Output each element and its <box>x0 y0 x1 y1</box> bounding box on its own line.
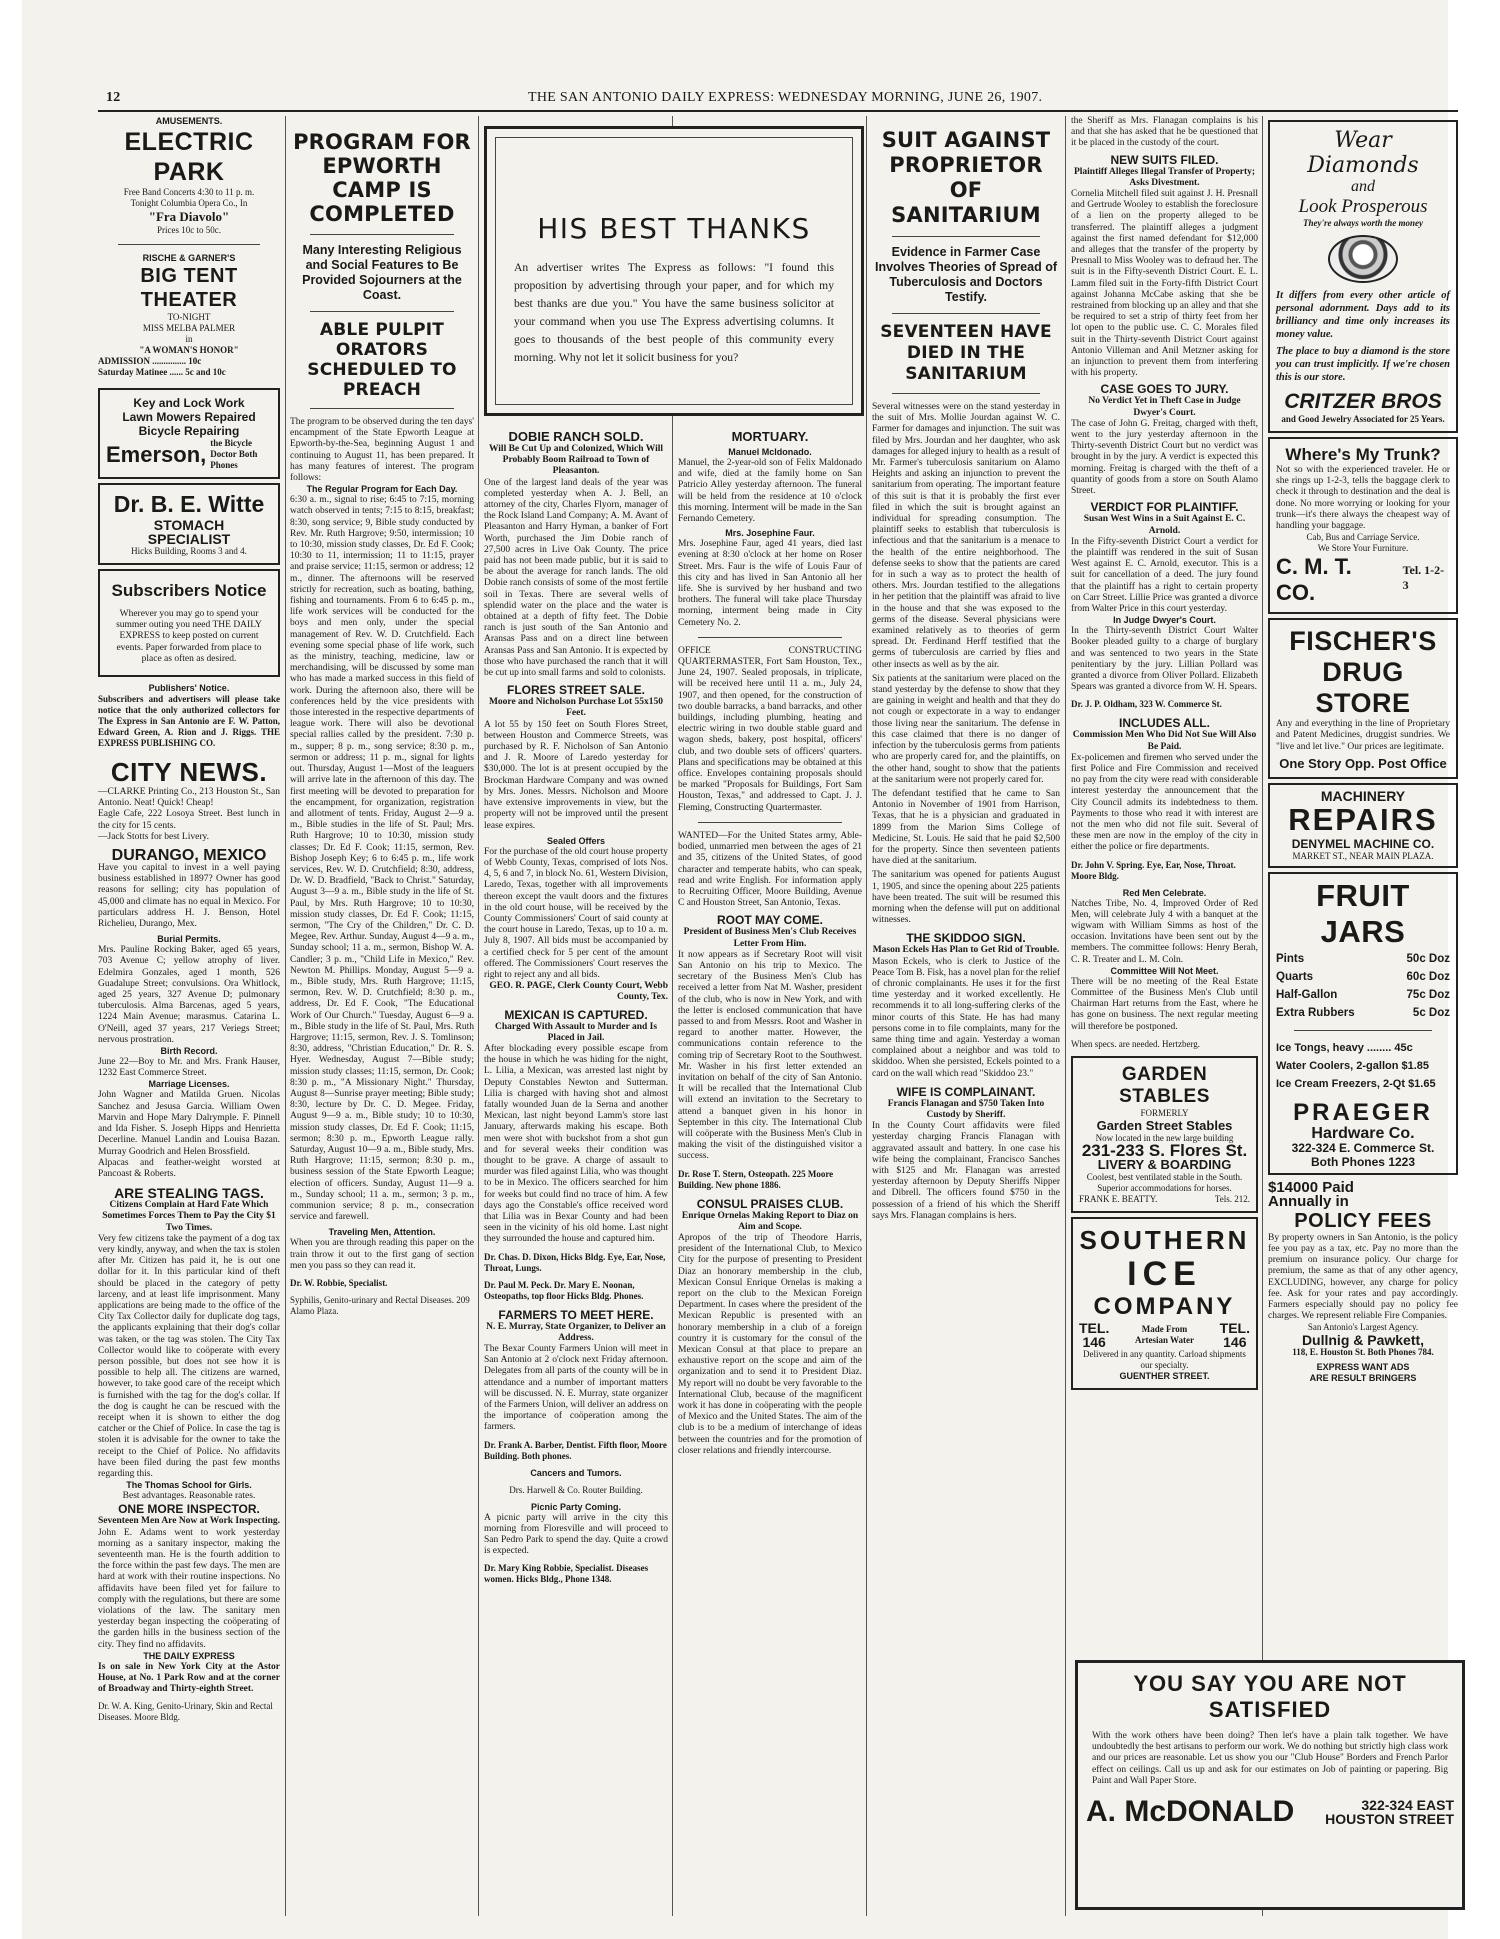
city-news-item: —Jack Stotts for best Livery. <box>98 831 209 842</box>
fruit-jars-title: FRUIT JARS <box>1316 877 1410 949</box>
garden-address: 231-233 S. Flores St. <box>1081 1140 1248 1160</box>
fischer-ad <box>1268 618 1458 779</box>
emerson-name: Emerson, <box>106 441 207 467</box>
trunk-store: We Store Your Furniture. <box>1317 543 1409 554</box>
water-coolers: Water Coolers, 2-gallon $1.85 <box>1276 1059 1430 1072</box>
divider <box>118 244 260 245</box>
cancers-heading: Cancers and Tumors. <box>530 1467 622 1478</box>
price-row <box>1274 986 1452 1004</box>
garden-stables-ad <box>1071 1056 1258 1213</box>
subscribers-notice <box>98 569 280 677</box>
obituary-name: Manuel Mcldonado. <box>728 447 812 457</box>
wear-diamonds: Wear Diamonds <box>1307 128 1419 178</box>
garden-stables-title: GARDEN STABLES <box>1119 1063 1210 1107</box>
skiddoo-heading: THE SKIDDOO SIGN. <box>906 931 1026 946</box>
dwyer-heading: In Judge Dwyer's Court. <box>1113 615 1216 626</box>
fischer-text: Any and everything in the line of Proprietary and Patent Medicines, druggist sundries. We "live and let live." Our prices are legitimate. <box>1276 719 1450 752</box>
divider <box>892 393 1040 394</box>
company-title: COMPANY <box>1093 1292 1236 1320</box>
price-row <box>1274 1004 1452 1022</box>
witte-ad <box>98 483 280 565</box>
epworth-subhead: Many Interesting Religious and Social Features to Be Provided Sojourners at the Coast. <box>302 243 462 302</box>
city-news-item: Eagle Cafe, 222 Losoya Street. Best lunch in the city for 15 cents. <box>98 809 280 831</box>
mcdonald-address-2: HOUSTON STREET <box>1325 1811 1454 1828</box>
admission: ADMISSION ............... 10c <box>98 356 202 366</box>
verdict-heading: VERDICT FOR PLAINTIFF. <box>1090 500 1239 515</box>
fischer-location: One Story Opp. Post Office <box>1279 755 1447 771</box>
southern-ice-title: SOUTHERN <box>1079 1224 1250 1255</box>
farmers-text: The Bexar County Farmers Union will meet in San Antonio at 2 o'clock next Friday afternoon. Delegates from all parts of the county will be in attendance and a number of important matters will be discussed. N. E. Murray, state organizer of the Farmers Union, will deliver an address on the importance of coöperation among the farmers. <box>484 1344 668 1433</box>
redmen-text: Natches Tribe, No. 4, Improved Order of Red Men, will celebrate July 4 with a banquet at the wigwam with William Simms as host of the occasion. Invitations have been sent out by the members. The committee follows: Henry Berah, C. R. Treater and L. M. Coln. <box>1071 898 1258 965</box>
root-text: It now appears as if Secretary Root will visit San Antonio on his trip to Mexico. The secretary of the Business Men's Club has received a letter from Nat M. Washer, president of the club, who is now in New York, and with the letter is enclosed communication that have passed to and from Messrs. Root and Washer in regard to another matter. However, the communications contain reference to the coming trip of Secretary Root to the Southwest. Mr. Washer in his first letter extended an invitation on behalf of the city of San Antonio. It will be recalled that the International Club will extend an invitation to the Secretary to attend a banquet given in his honor in September in this city. The International Club will coöperate with the Business Men's Club in making the visit of the distinguished visitor a success. <box>678 949 862 1162</box>
diamond-text: It differs from every other article of personal adornment. Days add to its brilliancy and time only increases its money value. <box>1276 290 1450 340</box>
praeger-hardware: Hardware Co. <box>1311 1124 1415 1142</box>
traveling-men-text: When you are through reading this paper on the train throw it out to the first gang of section men you pass so they can read it. <box>290 1238 474 1271</box>
regular-program-heading: The Regular Program for Each Day. <box>306 484 458 495</box>
dobie-heading: DOBIE RANCH SOLD. <box>508 430 644 444</box>
price-item: Pints <box>1276 952 1305 965</box>
big-tent-title: BIG TENT THEATER <box>140 265 238 311</box>
wife-heading: WIFE IS COMPLAINANT. <box>896 1084 1036 1099</box>
mcdonald-ad <box>1075 1660 1465 1910</box>
southern-ice-ad <box>1071 1217 1258 1390</box>
divider <box>698 822 842 823</box>
price-value: 75c Doz <box>1406 988 1450 1001</box>
new-suits-text: Cornelia Mitchell filed suit against J. H. Presnall and Gertrude Wooley to establish the foreclosure of a lien on the property alleged to be transferred. The plaintiff alleges a judgment against the first named defendant for $12,000 and alleges that the transfer of the property by Presnall to Miss Wooley was to defraud her. The suit is in the Fifty-seventh District Court. E. L. Lamm filed suit in the Forty-fifth District Court against Johanna McCabe asking that she be restrained from blocking up an alley and that she be required to set a strip of thirty feet from her lot open to the public use. C. C. Morales filed suit in the Thirty-seventh District Court against Antonio Villeman and Anil Metzner asking for an injunction to prevent them from interfering with his property. <box>1071 189 1258 379</box>
wife-text: In the County Court affidavits were filed yesterday charging Francis Flanagan with aggravated assault and battery. In one case his wife being the complainant, Francisco Sanches with $125 and Mr. Flanagan was arrested yesterday afternoon by Deputy Sheriffs Nipper and Dibrell. The officers found $750 in the possession of a friend of his which the Sheriff says Mrs. Flanagan complains is hers. <box>872 1121 1060 1221</box>
trunk-ad <box>1268 437 1458 614</box>
consul-heading: CONSUL PRAISES CLUB. <box>696 1196 844 1211</box>
skiddoo-text: Mason Eckels, who is clerk to Justice of the Peace Tom B. Fisk, has a novel plan for the relief of chronic complainants. He uses it for the first time yesterday and it worked excellently. He recommends it to all long-suffering clerks of the minor courts of this State. He has had many persons come in to file complaints, many for the same thing time and again. Yesterday a woman complained about a neighbor and was told to skiddoo. When she persisted, Eckels pointed to a card on the wall which read "Skiddoo 23." <box>872 956 1060 1079</box>
price-value: 60c Doz <box>1406 970 1450 983</box>
verdict-text: In the Fifty-seventh District Court a verdict for the plaintiff was rendered in the suit of Susan West against E. C. Arnold, executor. This is a suit for cancellation of a deed. The jury found that the plaintiff has a right to certain property on Carr Street. Lillie Price was granted a divorce from Walter Price in this court yesterday. <box>1071 536 1258 614</box>
express-want-ads: EXPRESS WANT ADS <box>1316 1362 1410 1373</box>
durango-heading: DURANGO, MEXICO <box>111 847 267 865</box>
price-item: Extra Rubbers <box>1276 1006 1355 1019</box>
mexican-sub: Charged With Assault to Murder and Is Placed in Jail. <box>494 1021 658 1043</box>
root-heading: ROOT MAY COME. <box>716 913 823 928</box>
emerson-line: Key and Lock Work <box>133 396 245 410</box>
his-best-thanks-text: An advertiser writes The Express as follows: "I found this proposition by advertising through your paper, and for which my best thanks are due you." You have the same business solicitor at your command when you use The Express advertising columns. It goes to thousands of the best people of this community every morning. Why not let it solicit business for you? <box>514 261 834 364</box>
garden-livery: LIVERY & BOARDING <box>1097 1156 1232 1172</box>
flanagan-continued: the Sheriff as Mrs. Flanagan complains is his and that she has asked that he be questioned that it be placed in the custody of the court. <box>1071 116 1258 149</box>
dullnig-ad <box>1268 1178 1458 1385</box>
column-4 <box>678 430 862 1916</box>
witte-line: STOMACH <box>153 517 225 533</box>
mexican-heading: MEXICAN IS CAPTURED. <box>504 1007 648 1022</box>
consul-text: Apropos of the trip of Theodore Harris, president of the International Club, to Mexico City for the purpose of presenting to President Diaz an honorary membership in the club, Mexican Consul Enrique Ornelas is making a report on the club to the Mexican Foreign Department. In cases where the president of the Mexican Republic is presented with an honorary membership in a club of a foreign country it is customary for the consul of the Mexican Consul at that place to prepare an exhaustive report on the scope and aim of the organization and to send it to President Diaz. My report will no doubt be very favorable to the International Club, because of the magnificent work it has done in coöperating with the people of Mexico and the United States. The aim of the club is to be a medium of interchange of ideas between the countries and for the promotion of closer relations and friendly intercourse. <box>678 1232 862 1456</box>
in-word: in <box>185 334 193 344</box>
his-best-thanks-box <box>484 126 864 416</box>
army-wanted-notice: WANTED—For the United States army, Able-bodied, unmarried men between the ages of 21 and 35, citizens of the United States, of good character and temperate habits, who can speak, read and write English. For information apply to Recruiting Officer, Moore Building, Avenue C and Houston Street, San Antonio, Texas. <box>678 830 862 909</box>
inspector-text: John E. Adams went to work yesterday morning as a sanitary inspector, making the seventeenth man. He is the fourth addition to the force within the past few days. The men are hard at work with their routine inspections. No affidavits have been filed yet for failure to comply with the regulations, but there are some violations of the law. The sanitary men yesterday began inspecting the coöperating of the garden hills in the business section of the city. They find no affidavits. <box>98 1527 280 1650</box>
divider <box>310 234 454 235</box>
and-word: and <box>1351 178 1375 195</box>
denymel-name: DENYMEL MACHINE CO. <box>1291 836 1435 851</box>
city-news-item: —CLARKE Printing Co., 213 Houston St., San Antonio. Neat! Quick! Cheap! <box>98 787 280 809</box>
newspaper-title-line: THE SAN ANTONIO DAILY EXPRESS: WEDNESDAY MORNING, JUNE 26, 1907. <box>528 90 1043 105</box>
denymel-ad <box>1268 783 1458 868</box>
mcdonald-text: With the work others have been doing? Then let's have a plain talk together. We have undoubtedly the best artisans to perform our work. We do nothing but strictly high class work and our prices are reasonable. Let us show you our "Club House" Borders and French Parlor effect on ceilings. Call us up and ask for our estimates on Job of painting or papering. Big Paint and Wall Paper Store. <box>1092 1731 1448 1786</box>
annually: Annually in <box>1268 1192 1349 1210</box>
robbie-card: Dr. W. Robbie, Specialist. <box>290 1278 388 1289</box>
garden-old-name: Garden Street Stables <box>1096 1117 1233 1133</box>
committee-text: There will be no meeting of the Real Estate Committee of the Business Men's Club until Chairman Hart returns from the East, where he has gone on business. The next regular meeting will therefore be postponed. <box>1071 976 1258 1032</box>
includes-sub: Commission Men Who Did Not Sue Will Also Be Paid. <box>1072 730 1257 752</box>
jury-sub: No Verdict Yet in Theft Case in Judge Dwyer's Court. <box>1088 396 1241 418</box>
column-rule <box>866 116 867 1916</box>
electric-park-ad-title: ELECTRIC PARK <box>124 128 254 186</box>
robbie-card-text: Syphilis, Genito-urinary and Rectal Diseases. 209 Alamo Plaza. <box>290 1295 470 1317</box>
sanitarium-text: The sanitarium was opened for patients August 1, 1905, and since the opening about 225 patients have been treated. The suit will be resumed this morning when the defense will put on additional witnesses. <box>872 870 1060 926</box>
jury-text: The case of John G. Freitag, charged with theft, went to the jury yesterday afternoon in the Thirty-seventh District Court but no verdict was brought in by the jury. A verdict is expected this morning. Freitag is charged with the theft of a quantity of goods from a store on South Alamo Street. <box>1071 418 1258 497</box>
column-rule <box>285 116 286 1916</box>
page-number: 12 <box>106 90 121 105</box>
divider <box>892 236 1040 237</box>
root-sub: President of Business Men's Club Receives Letter From Him. <box>683 927 857 949</box>
flores-sub: Moore and Nicholson Purchase Lot 55x150 Feet. <box>488 697 664 719</box>
burial-text: Mrs. Pauline Rocking Baker, aged 65 years, 703 Avenue C; yellow atrophy of liver. Edelmira Gonzales, aged 1 month, 526 Guadalupe Street; convulsions. Ora Whitlock, aged 25 years, 327 Avenue D; pulmonary tuberculosis. Alma Barcenas, aged 5 years, 1224 Main Avenue; marasmus. Catarina L. O'Neill, aged 37 years, 217 Veriegs Street; nervous prostration. <box>98 945 280 1045</box>
stealing-heading: ARE STEALING TAGS. <box>114 1185 264 1202</box>
mcdonald-name: A. McDONALD <box>1086 1795 1295 1829</box>
epworth-headline-2: ABLE PULPIT ORATORS SCHEDULED TO PREACH <box>307 320 457 400</box>
skiddoo-sub: Mason Eckels Has Plan to Get Rid of Trouble. <box>872 945 1060 956</box>
ice-tel-number: 146 <box>1082 1333 1106 1350</box>
includes-heading: INCLUDES ALL. <box>1119 716 1210 731</box>
mexican-text: After blockading every possible escape from the house in which he was hiding for the night, L. Lilia, a Mexican, was arrested last night by Deputy Constables Newton and Sutterman. Lilia is charged with having shot and almost fatally wounded Juan de la Serna and another Mexican, last night beyond Lamm's store last January, afterwards making his escape. Both men were shot with buckshot from a shot gun and for several weeks their condition was thought to be grave. A charge of assault to murder was filed against Lilia, who was thought to be in Mexico. The officers searched for him for weeks but could find no trace of him. A few days ago the Constable's office received word that Lilia was in Bexar County and had been seen in the vicinity of his old home. Last night they surrounded the house and captured him. <box>484 1043 668 1245</box>
freezers: Ice Cream Freezers, 2-Qt $1.65 <box>1276 1077 1436 1090</box>
publishers-notice-heading: Publishers' Notice. <box>148 683 230 694</box>
column-2 <box>290 116 474 1916</box>
ice-street: GUENTHER STREET. <box>1119 1370 1210 1381</box>
new-suits-heading: NEW SUITS FILED. <box>1110 152 1219 167</box>
play-title: "A WOMAN'S HONOR" <box>139 345 239 355</box>
critzer-name: CRITZER BROS <box>1284 390 1442 413</box>
sa-agency: San Antonio's Largest Agency. <box>1307 1322 1419 1333</box>
barber-card: Dr. Frank A. Barber, Dentist. Fifth floor, Moore Building. Both phones. <box>484 1439 667 1461</box>
column-3 <box>484 430 668 1916</box>
amusements-heading: AMUSEMENTS. <box>155 116 223 126</box>
king-card: Dr. W. A. King, Genito-Urinary, Skin and Rectal Diseases. Moore Bldg. <box>98 1701 273 1723</box>
dobie-sub: Will Be Cut Up and Colonized, Which Will Probably Boom Railroad to Town of Pleasanton. <box>488 444 664 477</box>
masthead <box>98 88 1458 110</box>
column-rule <box>1065 116 1066 1916</box>
paid-amount: $14000 Paid <box>1268 1178 1354 1196</box>
obituary-text: Mrs. Josephine Faur, aged 41 years, died last evening at 8:30 o'clock at her home on Roser Street. Mrs. Faur is the wife of Louis Faur of this city and has lived in San Antonio all her life. She is survived by her husband and two brothers. The funeral will take place Thursday morning, interment being made in City Cemetery No. 2. <box>678 539 862 628</box>
cancers-card: Drs. Harwell & Co. Router Building. <box>509 1484 643 1495</box>
worth-money: They're always worth the money <box>1303 218 1423 228</box>
sanitarium-text: The defendant testified that he came to San Antonio in November of 1901 from Harrison, Texas, that he is a physician and graduated in 1899 from the Marion Sims College of Medicine, St. Louis. He said that he paid $2,500 for the property. Since then seventeen patients have died at the sanitarium. <box>872 788 1060 867</box>
burial-heading: Burial Permits. <box>157 934 221 945</box>
garden-location: Now located in the new large building <box>1095 1132 1234 1143</box>
garden-telephone: Tels. 212. <box>1214 1193 1250 1204</box>
spring-card: Dr. John V. Spring. Eye, Ear, Nose, Throat. Moore Bldg. <box>1071 859 1236 881</box>
column-rule <box>1262 116 1263 1916</box>
praeger-phones: Both Phones 1223 <box>1310 1154 1416 1169</box>
consul-sub: Enrique Ornelas Making Report to Diaz on Aim and Scope. <box>681 1210 859 1232</box>
sanitarium-subhead: Evidence in Farmer Case Involves Theories of Spread of Tuberculosis and Doctors Testify. <box>875 245 1057 304</box>
sanitarium-headline-2: SEVENTEEN HAVE DIED IN THE SANITARIUM <box>880 322 1052 384</box>
picnic-heading: Picnic Party Coming. <box>530 1501 622 1512</box>
oldham-card: Dr. J. P. Oldham, 323 W. Commerce St. <box>1071 699 1222 710</box>
price-value: 50c Doz <box>1406 952 1450 965</box>
publishers-notice-text: Subscribers and advertisers will please take notice that the only authorized collectors for The Express in San Antonio are F. W. Patton, Edward Green, A. Rion and J. Riggs. THE EXPRESS PUBLISHING CO. <box>98 694 280 749</box>
thomas-heading: The Thomas School for Girls. <box>126 1480 252 1491</box>
performer: MISS MELBA PALMER <box>142 323 236 333</box>
price-row <box>1274 968 1452 986</box>
birth-heading: Birth Record. <box>160 1046 218 1057</box>
praeger-ad <box>1268 872 1458 1175</box>
stealing-text: Very few citizens take the payment of a dog tax very kindly, anyway, and when the tax is stolen after Mr. Citizen has paid it, he is out one dollar for it. In this particular kind of theft should be placed in the category of petty larceny, and at least life imprisonment. Many applications are being made to the office of the City Tax Collector daily for duplicate dog tags, the applicants explaining that their dog's collar was taken, or the tag was stolen. The City Tax Collector would like to coöperate with every person possible, but does not see how it is possible to help all. The citizens are warned, however, to take good care of the receipt which is furnished with the tag for the dog's collar. If the dog is caught he can be rescued with the receipt when it is shown to either the dog catcher or the Chief of Police. In case the tag is stolen it is advisable for the owner to take the receipt to the Chief of Police. No affidavits have been filed during the past few months regarding this. <box>98 1233 280 1479</box>
alpaca-notice: Alpacas and feather-weight worsted at Pancoast & Roberts. <box>98 1157 280 1179</box>
price-value: 5c Doz <box>1412 1006 1450 1019</box>
redmen-heading: Red Men Celebrate. <box>1122 887 1207 898</box>
rische-garner: RISCHE & GARNER'S <box>142 253 236 263</box>
praeger-address: 322-324 E. Commerce St. <box>1291 1140 1435 1155</box>
trunk-text: Not so with the experienced traveler. He or she rings up 1-2-3, tells the baggage clerk to check it through to destination and the deal is done. No more worrying or looking for your trunk—it's there always the cheapest way of handling your baggage. <box>1276 465 1450 532</box>
inspector-heading: ONE MORE INSPECTOR. <box>118 1502 260 1517</box>
emerson-sub: the Bicycle Doctor Both Phones <box>210 438 258 470</box>
critzer-ad <box>1268 120 1458 433</box>
picnic-text: A picnic party will arrive in the city this morning from Floresville and will proceed to San Pedro Park to spend the day. Quite a crowd is expected. <box>484 1512 668 1557</box>
sanitarium-headline: SUIT AGAINST PROPRIETOR OF SANITARIUM <box>881 128 1051 227</box>
diamond-text-2: The place to buy a diamond is the store you can trust implicitly. If we're chosen this is our store. <box>1276 346 1450 383</box>
marriage-heading: Marriage Licenses. <box>148 1079 230 1090</box>
column-6 <box>1071 116 1258 1916</box>
thomas-text: Best advantages. Reasonable rates. <box>122 1491 256 1502</box>
praeger-name: PRAEGER <box>1293 1098 1433 1126</box>
cmt-name: C. M. T. CO. <box>1276 554 1352 606</box>
drug-store-title: DRUG STORE <box>1315 657 1411 719</box>
emerson-line: Lawn Mowers Repaired <box>122 410 256 424</box>
stern-card: Dr. Rose T. Stern, Osteopath. 225 Moore Building. New phone 1886. <box>678 1168 834 1190</box>
sanitarium-text: Several witnesses were on the stand yesterday in the suit of Mrs. Mollie Jourdan against W. C. Farmer for damages and injunction. The suit was filed by Mrs. Jourdan and her daughter, who ask damages for alleged injury to health as a result of Mr. Farmer's tuberculosis sanitarium on Alamo Heights and asking an injunction to prevent the sanitarium from operating. The important feature of this suit is that it is probably the first ever filed in which the suit is brought against an individual for spreading consumption. The plaintiff seeks to establish that tuberculosis is infectious and that the sanitarium is a menace to the health of the entire neighborhood. The defense seeks to show that the patients are cared for in such a way as to protect the health of others. Mrs. Jourdan testified to the allegations in her petition that the plaintiff was afraid to live in the house and that she was exposed to the germs of the disease. Several physicians were examined relatively as to theories of germ spread. Dr. Ferdinand Herff testified that the germs of tuberculosis are carried by flies and other insects as well as by the air. <box>872 402 1060 670</box>
flores-text: A lot 55 by 150 feet on South Flores Street, between Houston and Commerce Streets, was purchased by R. F. Nicholson of San Antonio and J. R. Moore of Laredo yesterday for $30,000. The lot is at present occupied by the Brockman Hardware Company and was owned by Mrs. Jones. Messrs. Nicholson and Moore have extensive improvements in view, but the property will not be improved until the present lease expires. <box>484 719 668 831</box>
ice-tel-label: TEL. <box>1219 1319 1250 1336</box>
fischer-title: FISCHER'S <box>1289 626 1437 657</box>
price-item: Half-Gallon <box>1276 988 1338 1001</box>
policy-text: By property owners in San Antonio, is the policy fee you pay as a tax, etc. Pay no more than the premium on insurance policy. Our charge for premium, the same as that of any other agency, EXCLUDING, however, any charge for policy fee. Ask for your rates and pay accordingly. Farmers especially should pay no policy fee charges. We represent reliable Fire Companies. <box>1268 1232 1458 1322</box>
garden-formerly: FORMERLY <box>1140 1107 1189 1118</box>
epworth-body: 6:30 a. m., signal to rise; 6:45 to 7:15, morning watch observed in tents; 7:15 to 8:15, breakfast; 8:30, song service; 9, Bible study conducted by Rev. Mr. Ruth Hargrove; 9:50, intermission; 10 to 10:30, mission study classes, Dr. Ed F. Cook; 10:30 to 11, intermission; 11 to 11:15, prayer and praise service; 11:15, sermon or address; 12 m., dinner. The afternoons will be reserved strictly for recreation, such as boating, bathing, fishing and tournaments. From 6 to 6:45 p. m., life work services will be conducted for the boys and men only, under the special management of Rev. W. D. Crutchfield. Each evening some special phase of life work, such as the ministry, teaching, medicine, law or merchandising, will be discussed by some man who has made a marked success in this field of work. During the afternoon also, there will be conferences held by the vice presidents with those interested in the respective departments of league work. There will also be devotional special rallies called by the president. 7:30 p. m., supper; 8 p. m., song service; 8:30 p. m., sermon or address; 11 p. m., signal for lights out. Thursday, August 1—Most of the leaguers will arrive late in the afternoon of this day. The first meeting will be devoted to preparation for the encampment, for organization, registration and allotment of tents. Friday, August 2—9 a. m., Bible studies in the life of St. Paul; Mrs. Ruth Hargrove; 10 to 10:30, mission study classes; Dr. Ed F. Cook; 11:15, sermon, Rev. Bishop Joseph Key; 6 to 6:45 p. m., life work services, Rev. W. D. Crutchfield; 8:30, address, Dr. W. D. Bradfield, "Back to Christ." Saturday, August 3—9 a. m., Bible study in the life of St. Paul, by Mrs. Ruth Hargrove; 10 to 10:30, mission study classes, Dr. Ed F. Cook; 11:15, sermon, "The Cry of the Children," Dr. C. D. Megee, Rev. Arthur. Sunday, August 4—9 a. m., Sunday school; 11 a. m., sermon, Bishop W. A. Candler; 3 p. m., "Child Life in Mexico," Rev. Newton M. Phillips. Monday, August 5—9 a. m., Bible study, Mrs. Ruth Hargrove; 11:15, sermon, Rev. W. D. Crutchfield; 8:30 p. m., address, Dr. Ed F. Cook, "The Educational Work of Our Church." Tuesday, August 6—9 a. m., Bible study in the life of St. Paul, Mrs. Ruth Hargrove; 11:15, sermon, Rev. J. S. Tomlinson; 8:30, address, "Christian Education," Dr. R. S. Hyer. Wednesday, August 7—Bible study; mission study classes; 11:15, sermon, Dr. Cook; 8:30 p. m., "A Missionary Night." Thursday, August 8—Sunrise prayer meeting; Bible study; 8:30, lecture by Dr. C. D. Megee. Friday, August 9—9 a. m., Bible study; 10 to 10:30, mission study classes, Dr. Ed F. Cook; 11:15, sermon; 8:30 p. m., Epworth League rally. Saturday, August 10—9 a. m., Bible study, Mrs. Ruth Hargrove; 11:15, sermon; 8:30 p. m., business session of the State Epworth League; election of officers. Sunday, August 11—9 a. m., Sunday school; 11 a. m., sermon; 3 p. m., communion service; 8 p. m., consecration service and farewell. <box>290 495 474 1223</box>
witte-address: Hicks Building, Rooms 3 and 4. <box>131 546 247 556</box>
ice-title: ICE <box>1127 1254 1202 1293</box>
obituary-name: Mrs. Josephine Faur. <box>725 528 815 539</box>
hertzberg-card: When specs. are needed. Hertzberg. <box>1071 1038 1201 1049</box>
divider <box>310 311 454 312</box>
sanitarium-text: Six patients at the sanitarium were placed on the stand yesterday by the defense to show that they are gaining in weight and health and that they do not cough or expectorate in a way to endanger those living near the sanitarium. The defense in this case claimed that there is no danger of infection by the tuberculosis germs from patients who are properly cared for, and the plaintiffs, on the other hand, sought to show that the patients at the sanitarium were not properly cared for. <box>872 673 1060 785</box>
his-best-thanks-title: HIS BEST THANKS <box>537 212 811 245</box>
column-1 <box>98 116 280 1916</box>
subscribers-title: Subscribers Notice <box>111 581 267 600</box>
committee-heading: Committee Will Not Meet. <box>1110 965 1219 976</box>
peck-card: Dr. Paul M. Peck. Dr. Mary E. Noonan, Osteopaths, top floor Hicks Bldg. Phones. <box>484 1279 644 1301</box>
policy-fees: POLICY FEES <box>1294 1209 1432 1232</box>
dullnig-address: 118, E. Houston St. Both Phones 784. <box>1292 1347 1434 1358</box>
garden-text: Coolest, best ventilated stable in the South. Superior accommodations for horses. <box>1086 1171 1243 1193</box>
subscribers-text: Wherever you may go to spend your summer outing you need THE DAILY EXPRESS to keep posted on current events. Paper forwarded from place to place as often as desired. <box>116 609 262 664</box>
matinee: Saturday Matinee ...... 5c and 10c <box>98 367 226 377</box>
mortuary-heading: MORTUARY. <box>731 430 809 444</box>
ice-made-from: Made From Artesian Water <box>1134 1323 1195 1345</box>
durango-text: Have you capital to invest in a well paying business established in 1897? Owner has good reasons for selling; city has population of 45,000 and climate has no equal in Mexico. For particulars address H. J. Benson, Hotel Richelieu, Durango, Mex. <box>98 863 280 930</box>
column-rule <box>478 116 479 1916</box>
epworth-intro: The program to be observed during the ten days' encampment of the State Epworth League at Epworth-by-the-Sea, beginning August 1 and continuing to August 11, has been prepared. It has many features of interest. The program follows: <box>290 417 474 484</box>
mcdonald-headline-2: SATISFIED <box>1208 1697 1332 1722</box>
denymel-address: MARKET ST., NEAR MAIN PLAZA. <box>1292 850 1434 861</box>
dullnig-name: Dullnig & Pawkett, <box>1301 1332 1425 1349</box>
emerson-line: Bicycle Repairing <box>138 424 240 438</box>
traveling-men-heading: Traveling Men, Attention. <box>328 1227 436 1238</box>
ice-tongs: Ice Tongs, heavy ........ 45c <box>1276 1041 1413 1054</box>
dobie-text: One of the largest land deals of the year was completed yesterday when A. J. Bell, an attorney of the city, Charles Flyorn, manager of the Rock Island Land Company; A. M. Avant of Pleasanton and Harry Hyman, a banker of Fort Worth, purchased the Jim Dobie ranch of 27,500 acres in Live Oak County. The price paid has not been made public, but it is said to be about the average for ranch lands. The old Dobie ranch consists of some of the most fertile soil in Texas. There are several wells of splendid water on the place and the water is obtained at a depth of fifty feet. The Dobie ranch is just south of the San Antonio and Aransas Pass and on a direct line between Aransas Pass and San Antonio. It is expected by those who have purchased the ranch that it will be cut up into small farms and sold to colonists. <box>484 477 668 679</box>
dixon-card: Dr. Chas. D. Dixon, Hicks Bldg. Eye, Ear, Nose, Throat, Lungs. <box>484 1251 666 1273</box>
ice-tel-label: TEL. <box>1079 1319 1110 1336</box>
electric-park-line: Free Band Concerts 4:30 to 11 p. m. <box>123 187 255 197</box>
mcdonald-address: 322-324 EAST <box>1361 1797 1454 1814</box>
witte-line: SPECIALIST <box>147 531 231 547</box>
divider <box>892 313 1040 314</box>
witte-name: Dr. B. E. Witte <box>113 491 265 517</box>
result-bringers: ARE RESULT BRINGERS <box>1309 1373 1417 1384</box>
marriage-text: John Wagner and Matilda Gruen. Nicolas Sanchez and Jesusa Garcia. William Owen Marvin and Hope Mary Dalrymple. F. Pinnell and Ida Fisher. S. Joseph Hipps and Henrietta Decerline. Manuel Landin and Louisa Bazan. Murray Goodrich and Helen Brossfield. <box>98 1090 280 1157</box>
masthead-rule <box>98 110 1458 112</box>
critzer-sub: and Good Jewelry Associated for 25 Years. <box>1281 414 1445 424</box>
includes-text: Ex-policemen and firemen who served under the first Police and Fire Commission and received no pay from the city were read with considerable interest yesterday the announcement that the City Council admits its indebtedness to them. Payments to those who read it with interest are not the men who did not file suit. Several of these men are now in the employ of the city in either the police or fire departments. <box>1071 752 1258 853</box>
repairs: REPAIRS <box>1288 801 1438 837</box>
electric-park-line: Tonight Columbia Opera Co., In <box>130 198 248 208</box>
flores-heading: FLORES STREET SALE. <box>506 683 645 698</box>
new-suits-sub: Plaintiff Alleges Illegal Transfer of Property; Asks Divestment. <box>1073 166 1256 188</box>
price-row <box>1274 950 1452 968</box>
sealed-offers-text: For the purchase of the old court house property of Webb County, Texas, comprised of lots Nos. 4, 5, 6 and 7, in block No. 61, Western Division, Laredo, Texas, together with all improvements thereon except the vault doors and the fixtures in the old court house, will be received by the County Commissioners' Court of said county at the court house in Laredo, Texas, up to 10 a. m. July 8, 1907. All bids must be accompanied by a certified check for 5 per cent of the amount offered. The Commissioners' Court reserves the right to reject any and all bids. <box>484 846 668 980</box>
cmt-tel: Tel. 1-2-3 <box>1402 563 1445 593</box>
trunk-title: Where's My Trunk? <box>1285 445 1441 464</box>
mary-king-card: Dr. Mary King Robbie, Specialist. Diseases women. Hicks Bldg., Phone 1348. <box>484 1563 649 1585</box>
birth-text: June 22—Boy to Mr. and Mrs. Frank Hauser, 1232 East Commerce Street. <box>98 1057 280 1079</box>
garden-owner: FRANK E. BEATTY. <box>1079 1193 1158 1204</box>
divider <box>310 408 454 409</box>
inspector-sub: Seventeen Men Are Now at Work Inspecting. <box>98 1516 280 1527</box>
farmers-heading: FARMERS TO MEET HERE. <box>498 1307 654 1322</box>
divider <box>1294 1030 1432 1031</box>
scan-margin-left <box>0 0 22 1939</box>
quartermaster-notice: OFFICE CONSTRUCTING QUARTERMASTER, Fort Sam Houston, Tex., June 24, 1907. Sealed proposals, in triplicate, will be received here until 11 a. m., July 24, 1907, and then opened, for the construction of two double barracks, a band barracks, and other buildings, including plumbing, heating and electric wiring in two double stable guard and wagon sheds, bakery, post hospital, officers' club, and two double sets of officers' quarters. Plans and specifications may be obtained at this office. Envelopes containing proposals should be marked "Proposals for Buildings, Fort Sam Houston, Texas," and addressed to Capt. J. J. Fleming, Constructing Quartermaster. <box>678 645 862 813</box>
epworth-headline: PROGRAM FOR EPWORTH CAMP IS COMPLETED <box>293 130 471 226</box>
dwyer-text: In the Thirty-seventh District Court Walter Booker pleaded guilty to a charge of burglary and was sentenced to two years in the State penitentiary by the jury. Lillian Pollard was granted a divorce from Oliver Pollard. Elizabeth Spears was granted a divorce from W. H. Spears. <box>1071 626 1258 693</box>
wife-sub: Francis Flanagan and $750 Taken Into Custody by Sheriff. <box>887 1098 1045 1120</box>
obituary-text: Manuel, the 2-year-old son of Felix Maldonado and wife, died at the family home on San Patricio Alley yesterday afternoon. The funeral will be held from the residence at 10 o'clock this morning. Interment will be made in the San Fernando Cemetery. <box>678 458 862 525</box>
daily-express-text: Is on sale in New York City at the Astor House, at No. 1 Park Row and at the corner of Broadway and Thirty-eighth Street. <box>98 1661 280 1695</box>
ice-delivery: Delivered in any quantity. Carload shipments our specialty. <box>1083 1348 1246 1370</box>
farmers-sub: N. E. Murray, State Organizer, to Deliver an Address. <box>486 1321 666 1343</box>
tonight: TO-NIGHT <box>167 312 211 322</box>
prices: Prices 10c to 50c. <box>157 225 221 235</box>
column-7 <box>1268 116 1458 1656</box>
city-news-heading: CITY NEWS. <box>110 757 268 788</box>
ice-tel-number: 146 <box>1223 1333 1247 1350</box>
stealing-sub: Citizens Complain at Hard Fate Which Sometimes Forces Them to Pay the City $1 Two Times. <box>102 1200 276 1233</box>
sealed-offers-heading: Sealed Offers <box>546 835 606 846</box>
price-item: Quarts <box>1276 970 1314 983</box>
divider <box>698 637 842 638</box>
emerson-ad <box>98 388 280 479</box>
machinery: MACHINERY <box>1320 787 1406 804</box>
column-5 <box>872 116 1060 1916</box>
mcdonald-headline: YOU SAY YOU ARE NOT <box>1133 1671 1407 1696</box>
daily-express-heading: THE DAILY EXPRESS <box>143 1650 235 1661</box>
diamond-ring-icon <box>1328 235 1398 283</box>
verdict-sub: Susan West Wins in a Suit Against E. C. Arnold. <box>1083 514 1246 536</box>
jury-heading: CASE GOES TO JURY. <box>1100 382 1229 397</box>
opera-title: "Fra Diavolo" <box>148 209 230 224</box>
trunk-cab: Cab, Bus and Carriage Service. <box>1306 532 1420 543</box>
look-prosperous: Look Prosperous <box>1298 196 1428 217</box>
sealed-offers-signature: GEO. R. PAGE, Clerk County Court, Webb County, Tex. <box>489 981 668 1003</box>
